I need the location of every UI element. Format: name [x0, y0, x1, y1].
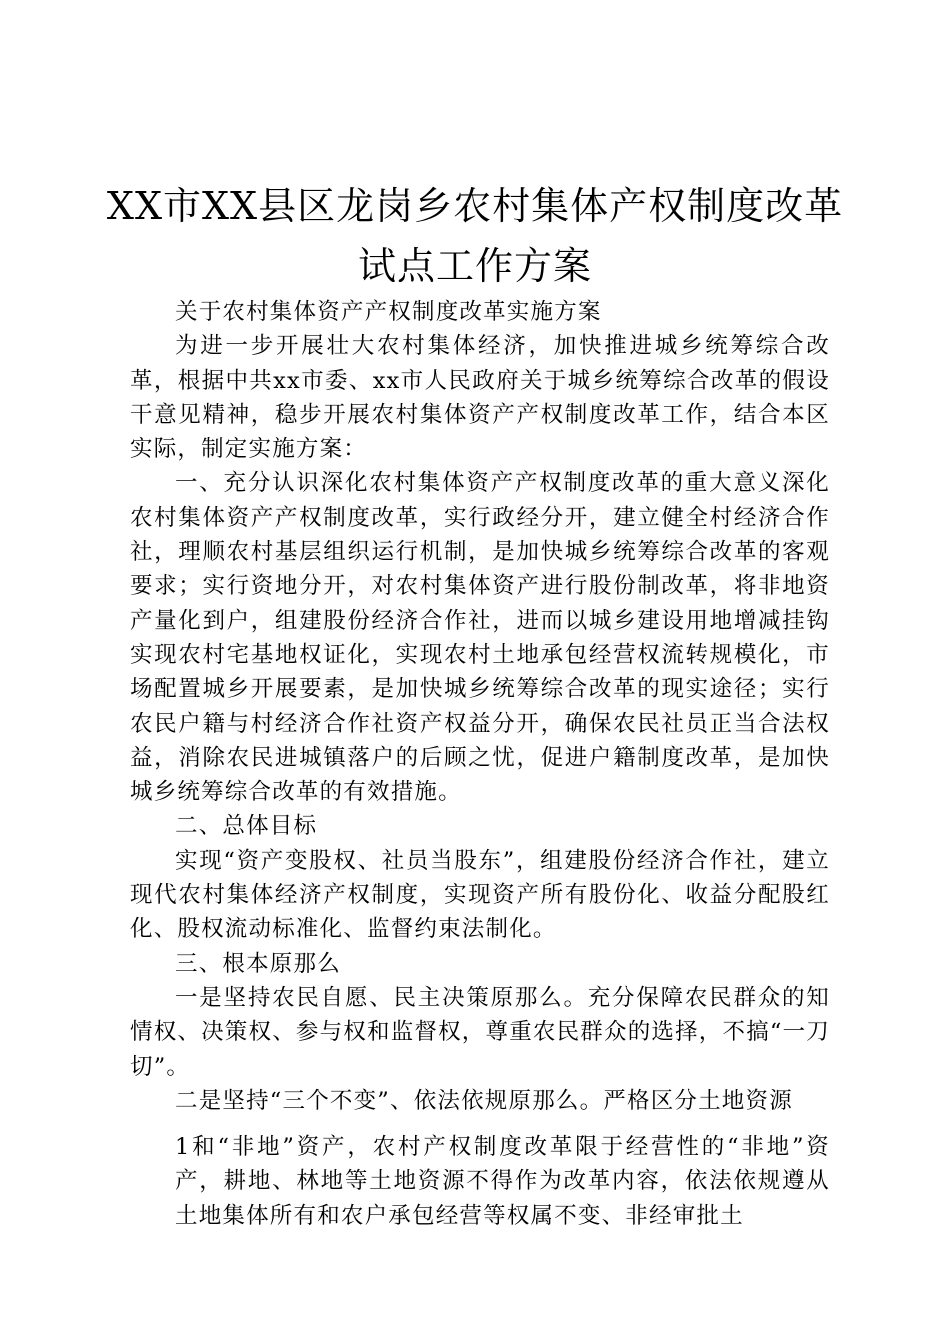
paragraph-subtitle: 关于农村集体资产产权制度改革实施方案	[175, 299, 602, 325]
paragraph-principle-2: 二是坚持“三个不变”、依法依规原那么。严格区分土地资源	[175, 1087, 793, 1114]
paragraph-principle-1: 一是坚持农民自愿、民主决策原那么。充分保障农民群众的知情权、决策权、参与权和监督权，尊重农民群众的选择，不搞“一刀切”。	[130, 984, 831, 1080]
heading-section-2: 二、总体目标	[175, 813, 318, 840]
paragraph-intro: 为进一步开展壮大农村集体经济，加快推进城乡统筹综合改革，根据中共xx市委、xx市人民政府关于城乡统筹综合改革的假设干意见精神，稳步开展农村集体资产产权制度改革工作，结合本区实际，制定实施方案：	[130, 333, 830, 463]
paragraph-section-1: 一、充分认识深化农村集体资产产权制度改革的重大意义深化农村集体资产产权制度改革，实行政经分开，建立健全村经济合作社，理顺农村基层组织运行机制，是加快城乡统筹综合改革的客观要求；实行资地分开，对农村集体资产进行股份制改革，将非地资产量化到户，组建股份经济合作社，进而以城乡建设用地增减挂钩实现农村宅基地权证化，实现农村土地承包经营权流转规模化，市场配置城乡开展要素，是加快城乡统筹综合改革的现实途径；实行农民户籍与村经济合作社资产权益分开，确保农民社员正当合法权益，消除农民进城镇落户的后顾之忧，促进户籍制度改革，是加快城乡统筹综合改革的有效措施。	[130, 470, 830, 806]
document-title-line-2: 试点工作方案	[357, 244, 592, 288]
paragraph-section-2: 实现“资产变股权、社员当股东”，组建股份经济合作社，建立现代农村集体经济产权制度，实现资产所有股份化、收益分配股红化、股权流动标准化、监督约束法制化。	[130, 847, 830, 943]
heading-section-3: 三、根本原那么	[175, 950, 341, 977]
document-title-line-1: XX市XX县区龙岗乡农村集体产权制度改革	[106, 184, 844, 228]
document-body	[130, 295, 830, 1233]
paragraph-principle-2-continued: 1和“非地”资产，农村产权制度改革限于经营性的“非地”资产，耕地、林地等土地资源不得作为改革内容，依法依规遵从土地集体所有和农户承包经营等权属不变、非经审批土	[175, 1134, 830, 1229]
